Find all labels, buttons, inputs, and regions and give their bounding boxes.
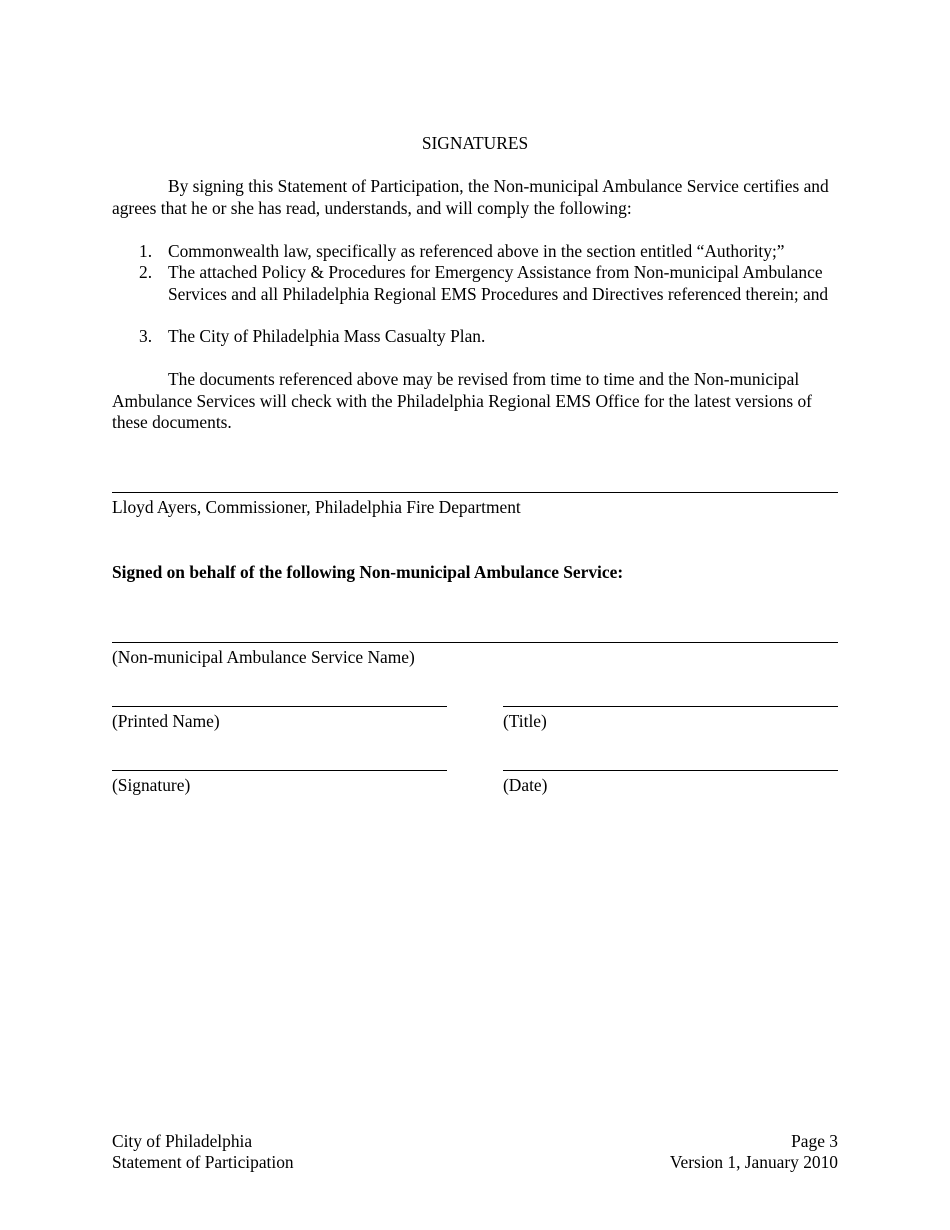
printed-name-line[interactable] [112, 706, 447, 707]
revision-paragraph: The documents referenced above may be revised from time to time and the Non-municipal Ambulance Services will check with the Philadelphia Regional EMS Office for the latest versions of these documents. [112, 369, 812, 432]
list-item-text: The City of Philadelphia Mass Casualty Plan. [168, 326, 486, 346]
title-label: (Title) [503, 711, 547, 731]
date-line[interactable] [503, 770, 838, 771]
title-line[interactable] [503, 706, 838, 707]
signed-behalf-heading: Signed on behalf of the following Non-municipal Ambulance Service: [112, 562, 624, 582]
list-item-number: 1. [139, 241, 153, 261]
intro-paragraph: By signing this Statement of Participation, the Non-municipal Ambulance Service certifies and agrees that he or she has read, understands, and will comply the following: [112, 176, 829, 218]
date-label: (Date) [503, 775, 548, 795]
service-name-label: (Non-municipal Ambulance Service Name) [112, 647, 415, 667]
footer-page-number: Page 3 [791, 1131, 838, 1151]
list-item [112, 326, 842, 348]
signature-label: (Signature) [112, 775, 191, 795]
commissioner-caption: Lloyd Ayers, Commissioner, Philadelphia Fire Department [112, 497, 521, 517]
printed-name-label: (Printed Name) [112, 711, 220, 731]
footer-document-name: Statement of Participation [112, 1152, 294, 1172]
list-item-number: 2. [139, 262, 153, 282]
footer-organization: City of Philadelphia [112, 1131, 253, 1151]
list-item [112, 241, 842, 263]
list-item-number: 3. [139, 326, 153, 346]
commissioner-signature-line[interactable] [112, 492, 838, 493]
page-title: SIGNATURES [421, 133, 529, 153]
list-item [112, 262, 842, 305]
list-item-text: The attached Policy & Procedures for Emergency Assistance from Non-municipal Ambulance Services and all Philadelphia Regional EMS Procedures and Directives referenced therein; and [168, 262, 829, 304]
list-item-text: Commonwealth law, specifically as referenced above in the section entitled “Authority;” [168, 241, 785, 261]
signature-line[interactable] [112, 770, 447, 771]
service-name-line[interactable] [112, 642, 838, 643]
footer-version: Version 1, January 2010 [669, 1152, 838, 1172]
